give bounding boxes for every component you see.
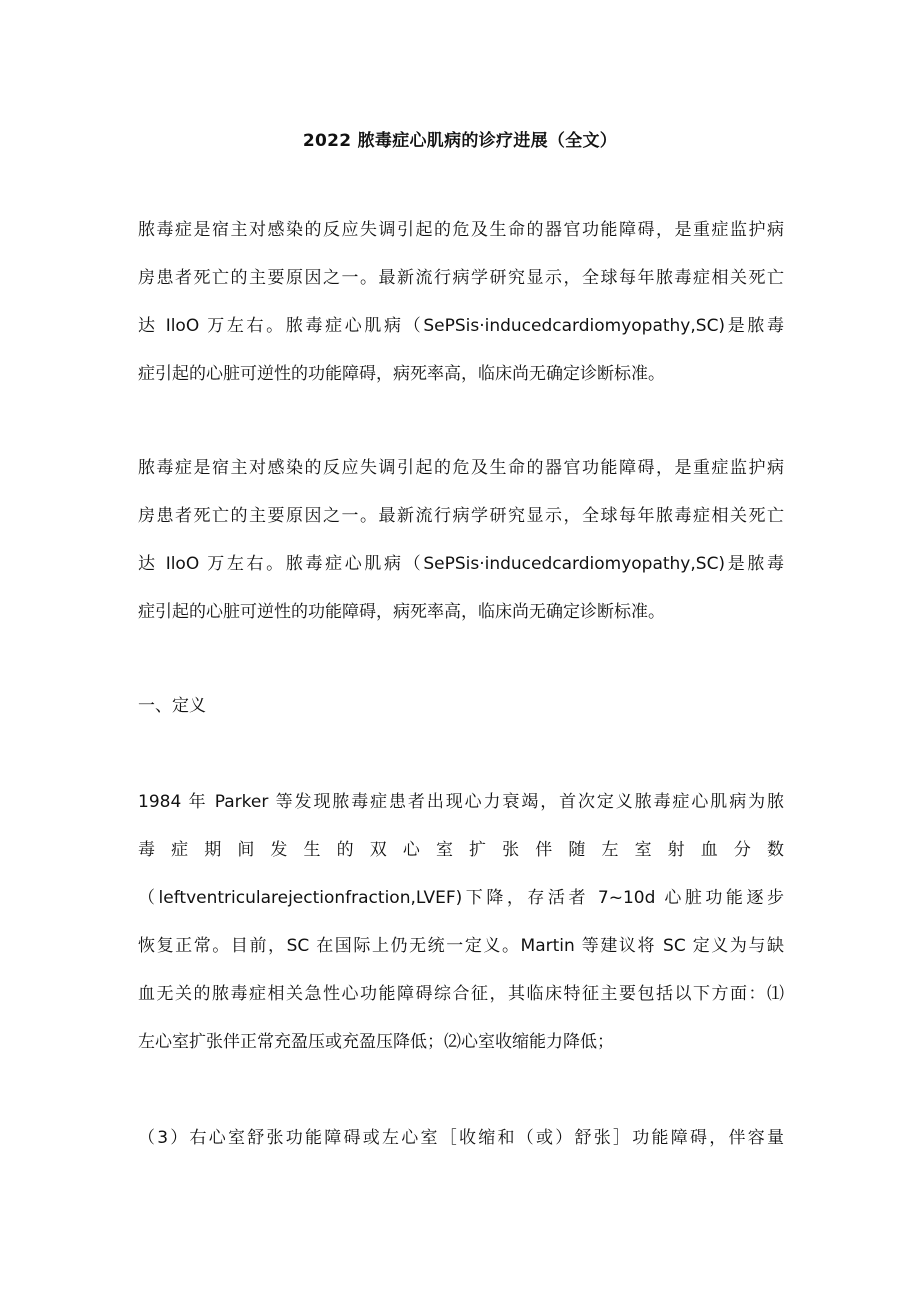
paragraph-3-line-4: 恢复正常。目前，SC 在国际上仍无统一定义。Martin 等建议将 SC 定义为与缺 — [138, 936, 784, 956]
paragraph-2-line-4: 症引起的心脏可逆性的功能障碍，病死率高，临床尚无确定诊断标准。 — [138, 602, 665, 622]
paragraph-1-line-3: 达 IloO 万左右。脓毒症心肌病（SePSis·inducedcardiomyopathy,SC)是脓毒 — [138, 316, 784, 336]
paragraph-1-line-2: 房患者死亡的主要原因之一。最新流行病学研究显示，全球每年脓毒症相关死亡 — [138, 268, 784, 288]
paragraph-2-line-1: 脓毒症是宿主对感染的反应失调引起的危及生命的器官功能障碍，是重症监护病 — [138, 458, 784, 478]
paragraph-1-line-4: 症引起的心脏可逆性的功能障碍，病死率高，临床尚无确定诊断标准。 — [138, 364, 665, 384]
paragraph-3-line-1: 1984 年 Parker 等发现脓毒症患者出现心力衰竭，首次定义脓毒症心肌病为脓 — [138, 792, 784, 812]
section-heading: 一、定义 — [138, 696, 206, 716]
paragraph-4-line-1: （3）右心室舒张功能障碍或左心室［收缩和（或）舒张］功能障碍，伴容量 — [138, 1128, 784, 1148]
paragraph-3-line-2: 毒 症 期 间 发 生 的 双 心 室 扩 张 伴 随 左 室 射 血 分 数 — [138, 840, 784, 860]
paragraph-2-line-2: 房患者死亡的主要原因之一。最新流行病学研究显示，全球每年脓毒症相关死亡 — [138, 506, 784, 526]
paragraph-3-line-5: 血无关的脓毒症相关急性心功能障碍综合征，其临床特征主要包括以下方面：⑴ — [138, 984, 784, 1004]
document-title: 2022 脓毒症心肌病的诊疗进展（全文） — [302, 131, 618, 151]
paragraph-3-line-3: （leftventricularejectionfraction,LVEF)下降，存活者 7~10d 心脏功能逐步 — [138, 888, 784, 908]
paragraph-1-line-1: 脓毒症是宿主对感染的反应失调引起的危及生命的器官功能障碍，是重症监护病 — [138, 220, 784, 240]
paragraph-3-line-6: 左心室扩张伴正常充盈压或充盈压降低；⑵心室收缩能力降低； — [138, 1032, 614, 1052]
paragraph-2-line-3: 达 IloO 万左右。脓毒症心肌病（SePSis·inducedcardiomyopathy,SC)是脓毒 — [138, 554, 784, 574]
